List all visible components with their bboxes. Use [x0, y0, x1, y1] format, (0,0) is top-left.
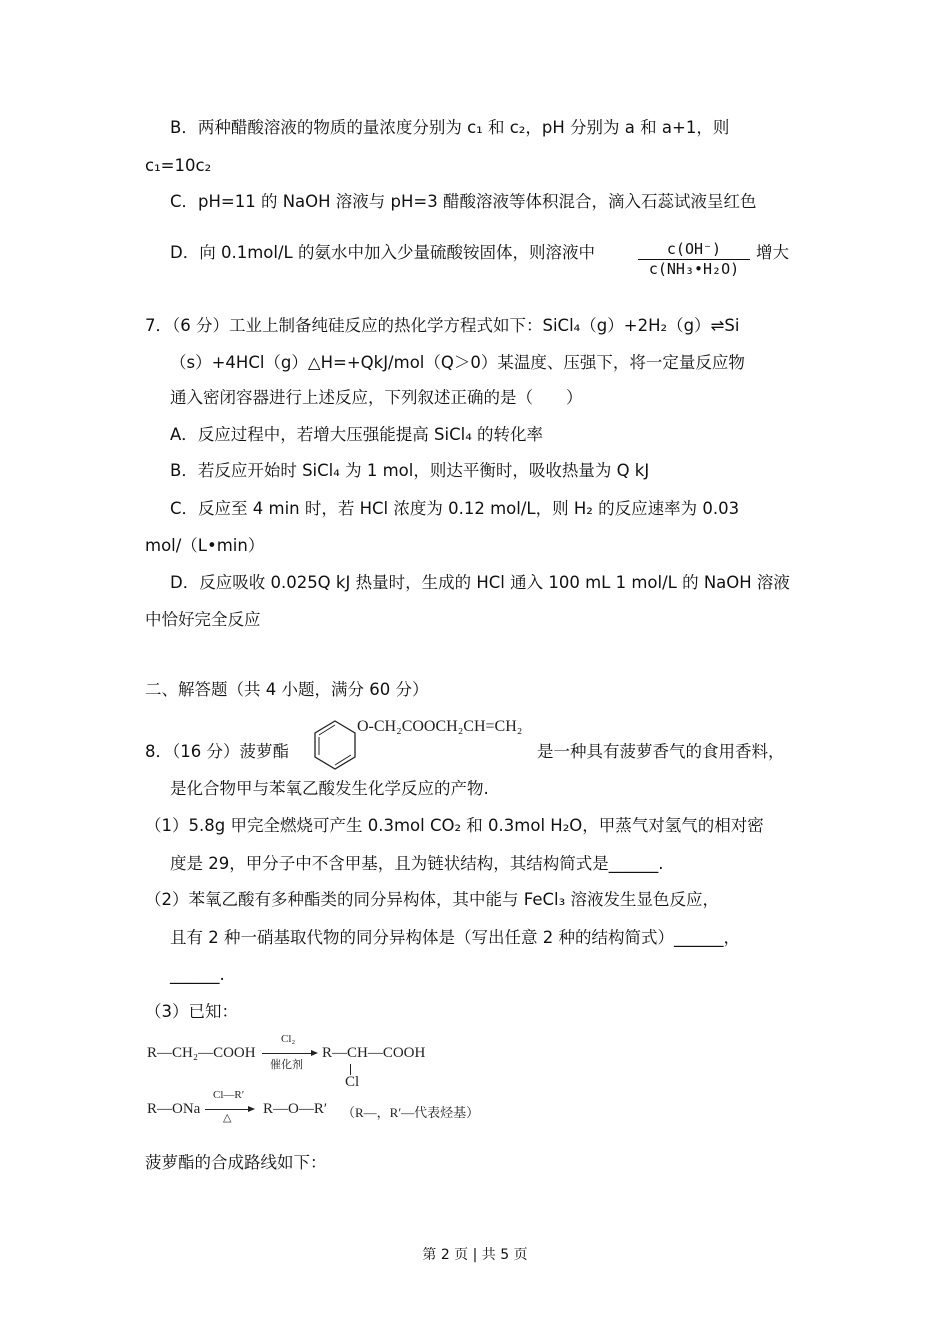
q7-option-b: B．若反应开始时 SiCl₄ 为 1 mol，则达平衡时，吸收热量为 Q kJ	[170, 461, 650, 480]
q7-option-c-cont: mol/（L•min）	[145, 536, 265, 555]
reactant: R—CH₂—COOH	[147, 1045, 256, 1061]
page-footer: 第 2 页 | 共 5 页	[422, 1247, 528, 1263]
fraction	[638, 240, 750, 278]
heat-icon: △	[223, 1112, 232, 1124]
q6-option-d: D．向 0.1mol/L 的氨水中加入少量硫酸铵固体，则溶液中	[170, 243, 595, 262]
arrow-icon	[262, 1053, 316, 1054]
q6-option-b-cont: c₁=10c₂	[145, 156, 212, 175]
product: R—CH—COOH	[322, 1045, 426, 1061]
q8-stem-cont: 是一种具有菠萝香气的食用香料，	[537, 742, 785, 761]
q6-option-b: B．两种醋酸溶液的物质的量浓度分别为 c₁ 和 c₂，pH 分别为 a 和 a+1，则	[170, 118, 730, 137]
product: R—O—R′	[263, 1101, 328, 1117]
reactant: R—ONa	[147, 1101, 201, 1117]
q8-part-1-cont: 度是 29，甲分子中不含甲基，且为链状结构，其结构简式是______.	[170, 854, 664, 873]
q8-part-2: （2）苯氧乙酸有多种酯类的同分异构体，其中能与 FeCl₃ 溶液发生显色反应，	[145, 890, 719, 909]
synthesis-route-label: 菠萝酯的合成路线如下：	[145, 1153, 327, 1172]
q7-stem: 通入密闭容器进行上述反应，下列叙述正确的是（ ）	[170, 388, 583, 407]
q8-part-1: （1）5.8g 甲完全燃烧可产生 0.3mol CO₂ 和 0.3mol H₂O，甲蒸气对氢气的相对密	[145, 816, 764, 835]
q8-stem: 是化合物甲与苯氧乙酸发生化学反应的产物.	[170, 779, 489, 798]
q7-option-d: D．反应吸收 0.025Q kJ 热量时，生成的 HCl 通入 100 mL 1 mol/L 的 NaOH 溶液	[170, 573, 790, 592]
q7-option-d-cont: 中恰好完全反应	[145, 610, 261, 629]
q7-option-c: C．反应至 4 min 时，若 HCl 浓度为 0.12 mol/L，则 H₂ 的反应速率为 0.03	[170, 499, 740, 518]
chlorine: Cl	[345, 1074, 360, 1090]
section-heading: 二、解答题（共 4 小题，满分 60 分）	[145, 680, 429, 699]
q8-part-3: （3）已知：	[145, 1002, 238, 1021]
note: （R—，R′—代表烃基）	[342, 1105, 480, 1120]
benzene-ring-icon	[312, 718, 358, 772]
fraction-numerator: c(OH⁻)	[638, 240, 750, 260]
q7-stem: 7．（6 分）工业上制备纯硅反应的热化学方程式如下：SiCl₄（g）+2H₂（g）⇌Si	[145, 316, 740, 335]
fraction-denominator: c(NH₃•H₂O)	[648, 260, 740, 278]
q8-part-2-cont: ______.	[170, 965, 225, 984]
arrow-icon	[205, 1109, 253, 1110]
q6-option-c: C．pH=11 的 NaOH 溶液与 pH=3 醋酸溶液等体积混合，滴入石蕊试液呈红色	[170, 192, 757, 211]
q7-stem: （s）+4HCl（g）△H=+QkJ/mol（Q＞0）某温度、压强下，将一定量反应物	[170, 353, 745, 372]
q6-option-d-end: 增大	[756, 243, 789, 262]
q7-option-a: A．反应过程中，若增大压强能提高 SiCl₄ 的转化率	[170, 425, 544, 444]
chemical-formula: O-CH₂COOCH₂CH=CH₂	[357, 718, 523, 735]
q8-part-2-cont: 且有 2 种一硝基取代物的同分异构体是（写出任意 2 种的结构简式）______，	[170, 928, 740, 947]
q8-stem: 8．（16 分）菠萝酯	[145, 742, 289, 761]
reagent: Cl₂	[281, 1033, 296, 1045]
catalyst: 催化剂	[270, 1059, 303, 1071]
reagent: Cl—R′	[213, 1089, 245, 1101]
